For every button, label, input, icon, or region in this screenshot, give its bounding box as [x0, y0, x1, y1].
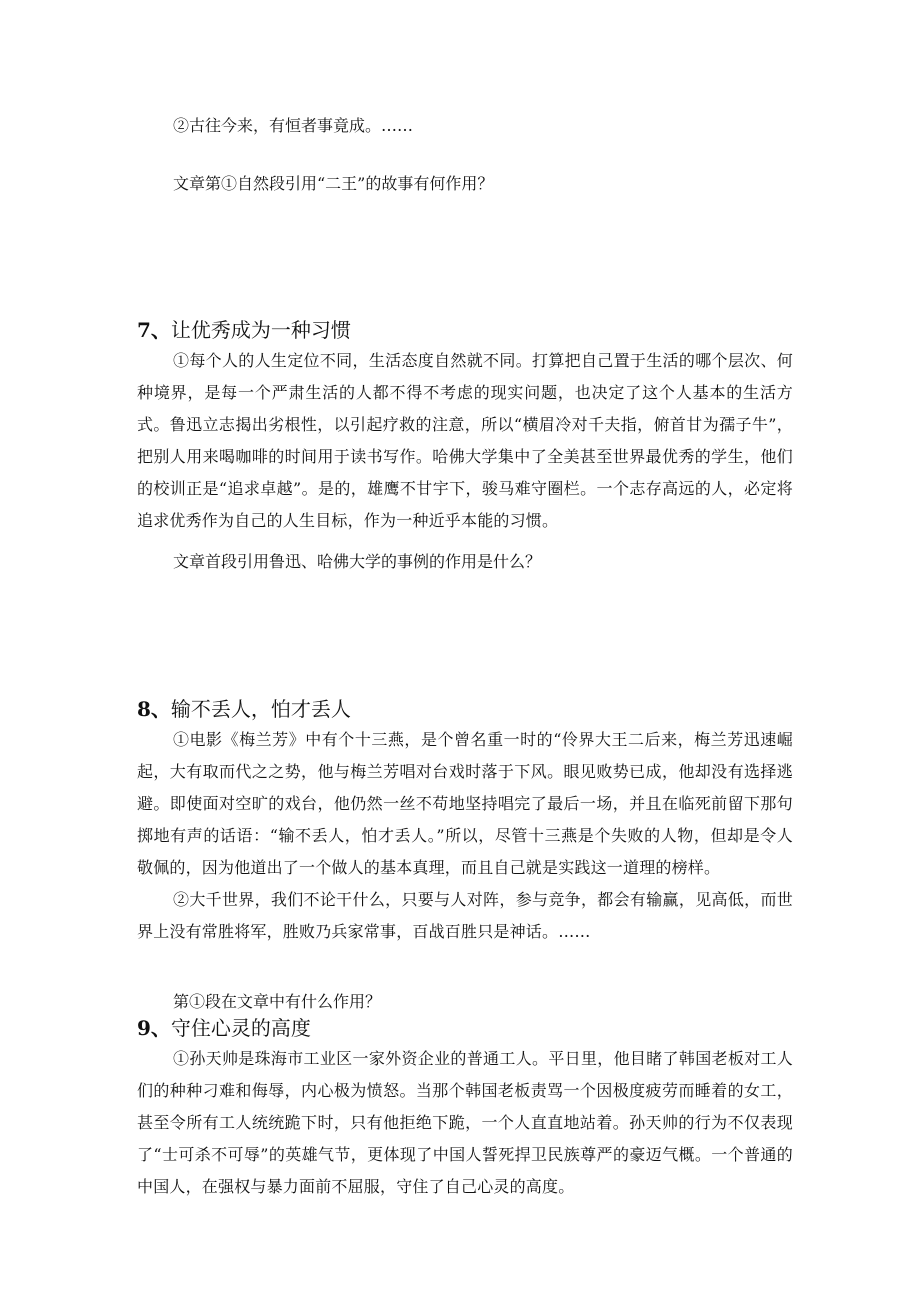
section-9 — [137, 1013, 793, 1203]
section-7-number: 7、 — [137, 318, 171, 342]
section-9-title: 守住心灵的高度 — [170, 1016, 311, 1040]
section-9-heading — [137, 1013, 793, 1043]
section-8-heading — [137, 694, 793, 724]
section-8 — [137, 694, 793, 948]
section-8-question: 第①段在文章中有什么作用？ — [173, 992, 382, 1011]
section-9-paragraph-1: ①孙天帅是珠海市工业区一家外资企业的普通工人。平日里，他目睹了韩国老板对工人们的种种刁难和侮辱，内心极为愤怒。当那个韩国老板责骂一个因极度疲劳而睡着的女工，甚至令所有工人统统跪下时，只有他拒绝下跪，一个人直直地站着。孙天帅的行为不仅表现了“士可杀不可辱”的英雄气节，更体现了中国人誓死捍卫民族尊严的豪迈气概。一个普通的中国人，在强权与暴力面前不屈服，守住了自己心灵的高度。 — [137, 1049, 793, 1196]
section-9-number: 9、 — [137, 1016, 171, 1040]
section-8-paragraph-2: ②大千世界，我们不论干什么，只要与人对阵，参与竞争，都会有输赢，见高低，而世界上没有常胜将军，胜败乃兵家常事，百战百胜只是神话。…… — [137, 890, 793, 941]
section-6 — [137, 114, 793, 138]
section-8-question-block — [137, 990, 793, 1014]
section-6-question: 文章第①自然段引用“二王”的故事有何作用？ — [173, 174, 494, 193]
section-7-heading — [137, 315, 793, 345]
section-7-question-block — [137, 550, 793, 574]
section-8-number: 8、 — [137, 697, 171, 721]
section-8-paragraph-1: ①电影《梅兰芳》中有个十三燕，是个曾名重一时的“伶界大王二后来，梅兰芳迅速崛起，大有取而代之之势，他与梅兰芳唱对台戏时落于下风。眼见败势已成，他却没有选择逃避。即使面对空旷的戏台，他仍然一丝不苟地坚持唱完了最后一场，并且在临死前留下那句掷地有声的话语：“输不丢人，怕才丢人。”所以，尽管十三燕是个失败的人物，但却是令人敬佩的，因为他道出了一个做人的基本真理，而且自己就是实践这一道理的榜样。 — [137, 730, 793, 877]
section-8-title: 输不丢人，怕才丢人 — [170, 697, 351, 721]
section-7 — [137, 315, 793, 537]
section-7-title: 让优秀成为一种习惯 — [170, 318, 351, 342]
section-6-paragraph-2: ②古往今来，有恒者事竟成。…… — [173, 116, 414, 135]
section-6-question-block — [137, 172, 793, 196]
section-7-question: 文章首段引用鲁迅、哈佛大学的事例的作用是什么？ — [173, 552, 542, 571]
section-7-paragraph-1: ①每个人的人生定位不同，生活态度自然就不同。打算把自己置于生活的哪个层次、何种境界，是每一个严肃生活的人都不得不考虑的现实问题，也决定了这个人基本的生活方式。鲁迅立志揭出劣根性，以引起疗救的注意，所以“横眉冷对千夫指，俯首甘为孺子牛”，把别人用来喝咖啡的时间用于读书写作。哈佛大学集中了全美甚至世界最优秀的学生，他们的校训正是“追求卓越”。是的，雄鹰不甘宇下，骏马难守圈栏。一个志存高远的人，必定将追求优秀作为自己的人生目标，作为一种近乎本能的习惯。 — [137, 351, 793, 530]
